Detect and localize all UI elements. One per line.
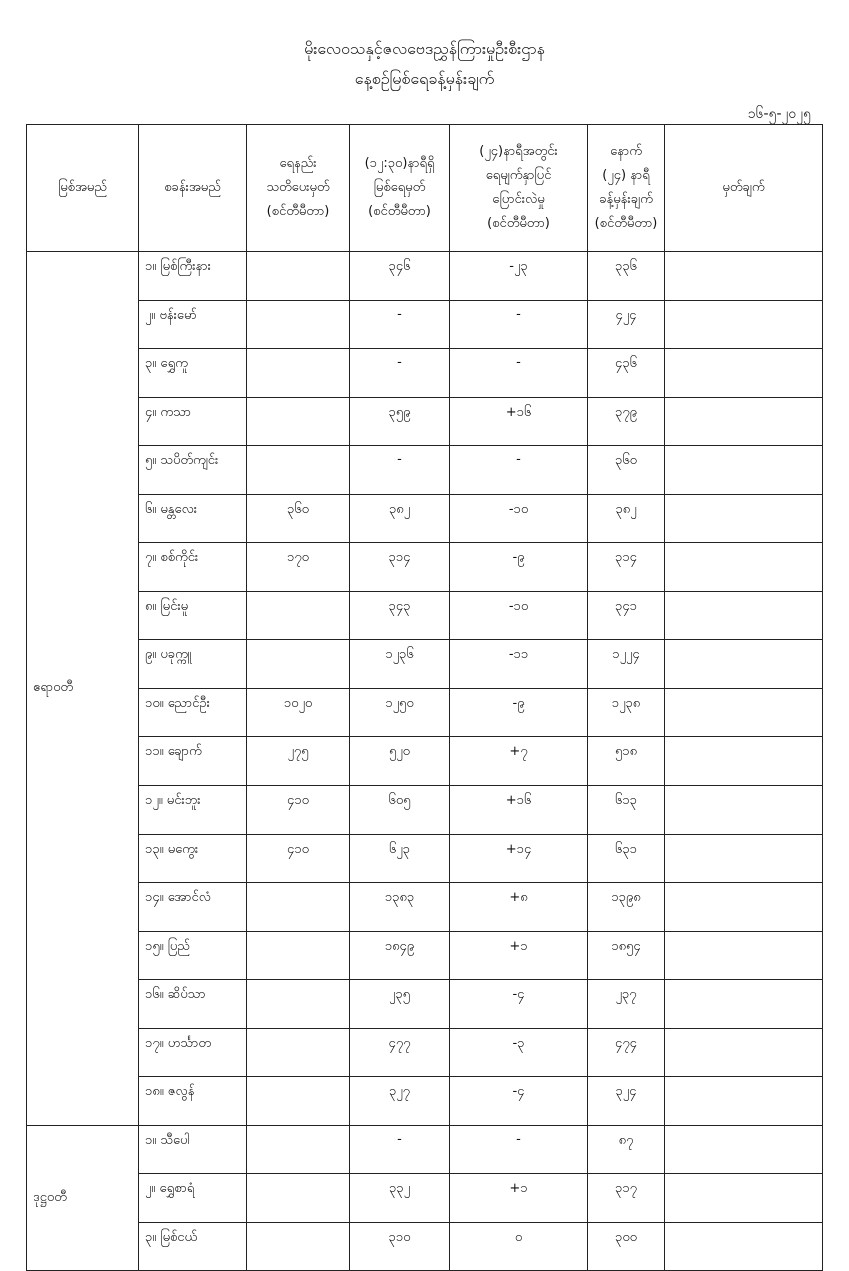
low-alert-cell [247, 397, 350, 446]
remark-cell [665, 543, 823, 592]
low-alert-cell [247, 446, 350, 495]
remark-cell [665, 591, 823, 640]
table-row [27, 591, 823, 640]
remark-cell [665, 1077, 823, 1126]
table-row [27, 931, 823, 980]
table-row [27, 300, 823, 349]
level-change-cell: - [450, 349, 588, 398]
remark-cell [665, 446, 823, 495]
water-level-cell: ၅၂၀ [350, 737, 450, 786]
low-alert-cell [247, 1077, 350, 1126]
station-name-cell: ၁၃။ မကွေး [139, 834, 247, 883]
col-low-alert-header: ရေနည်း သတိပေးမှတ် (စင်တီမီတာ) [247, 125, 350, 252]
remark-cell [665, 883, 823, 932]
page-subtitle: နေ့စဉ်မြစ်ရေခန့်မှန်းချက် [354, 69, 495, 88]
remark-cell [665, 834, 823, 883]
page-title: မိုးလေဝသနှင့်ဇလဗေဒညွှန်ကြားမှုဦးစီးဌာန [304, 39, 545, 58]
table-row [27, 980, 823, 1029]
col-24h-forecast-header: နောက် (၂၄) နာရီ ခန့်မှန်းချက် (စင်တီမီတာ) [588, 125, 665, 252]
remark-cell [665, 931, 823, 980]
low-alert-cell [247, 300, 350, 349]
level-change-cell: -၁၀ [450, 591, 588, 640]
station-name-cell: ၁၀။ ညောင်ဦး [139, 688, 247, 737]
low-alert-cell [247, 931, 350, 980]
water-level-cell: ၃၅၉ [350, 397, 450, 446]
water-level-cell: ၁၃၈၃ [350, 883, 450, 932]
station-name-cell: ၂။ ဗန်းမော် [139, 300, 247, 349]
station-name-cell: ၁၇။ ဟင်္သာတ [139, 1028, 247, 1077]
river-name-cell: ဒုဋ္ဌဝတီ [27, 1125, 139, 1271]
water-level-cell: ၃၃၂ [350, 1174, 450, 1223]
water-level-cell: ၃၄၃ [350, 591, 450, 640]
level-change-cell: +၁ [450, 931, 588, 980]
water-level-cell: ၆၂၃ [350, 834, 450, 883]
level-change-cell: +၇ [450, 737, 588, 786]
forecast-cell: ၅၁၈ [588, 737, 665, 786]
remark-cell [665, 688, 823, 737]
forecast-cell: ၂၃၇ [588, 980, 665, 1029]
station-name-cell: ၁။ မြစ်ကြီးနား [139, 252, 247, 301]
low-alert-cell [247, 252, 350, 301]
remark-cell [665, 640, 823, 689]
level-change-cell: - [450, 300, 588, 349]
water-level-cell: ၃၁၄ [350, 543, 450, 592]
station-name-cell: ၁၁။ ချောက် [139, 737, 247, 786]
col-river-name-header: မြစ်အမည် [27, 125, 139, 252]
low-alert-cell: ၁၇၀ [247, 543, 350, 592]
table-body [27, 252, 823, 1271]
water-level-cell: ၁၈၄၉ [350, 931, 450, 980]
remark-cell [665, 397, 823, 446]
forecast-cell: ၃၃၆ [588, 252, 665, 301]
low-alert-cell [247, 980, 350, 1029]
remark-cell [665, 737, 823, 786]
table-row [27, 446, 823, 495]
report-date: ၁၆-၅-၂၀၂၅ [747, 106, 811, 122]
low-alert-cell [247, 883, 350, 932]
forecast-cell: ၁၃၉၈ [588, 883, 665, 932]
level-change-cell: -၁၀ [450, 494, 588, 543]
table-row [27, 1077, 823, 1126]
table-row [27, 1222, 823, 1271]
low-alert-cell: ၄၁၀ [247, 834, 350, 883]
station-name-cell: ၉။ ပခုက္ကူ [139, 640, 247, 689]
low-alert-cell [247, 1222, 350, 1271]
level-change-cell: +၁၄ [450, 834, 588, 883]
level-change-cell: - [450, 1125, 588, 1174]
forecast-cell: ၄၃၆ [588, 349, 665, 398]
low-alert-cell [247, 1125, 350, 1174]
remark-cell [665, 349, 823, 398]
low-alert-cell [247, 1174, 350, 1223]
water-level-cell: ၁၂၅၀ [350, 688, 450, 737]
table-row [27, 640, 823, 689]
forecast-cell: ၃၁၇ [588, 1174, 665, 1223]
forecast-cell: ၄၂၄ [588, 300, 665, 349]
table-row [27, 494, 823, 543]
table-row [27, 1174, 823, 1223]
forecast-cell: ၈၇ [588, 1125, 665, 1174]
table-row [27, 252, 823, 301]
remark-cell [665, 252, 823, 301]
table-row [27, 737, 823, 786]
water-level-cell: ၄၇၇ [350, 1028, 450, 1077]
station-name-cell: ၁၆။ ဆိပ်သာ [139, 980, 247, 1029]
station-name-cell: ၂။ ရွှေစာရံ [139, 1174, 247, 1223]
level-change-cell: +၁၆ [450, 786, 588, 835]
level-change-cell: -၄ [450, 1077, 588, 1126]
forecast-cell: ၃၂၄ [588, 1077, 665, 1126]
level-change-cell: -၄ [450, 980, 588, 1029]
water-level-cell: ၃၁၀ [350, 1222, 450, 1271]
remark-cell [665, 786, 823, 835]
water-level-cell: - [350, 349, 450, 398]
station-name-cell: ၃။ ရွှေကူ [139, 349, 247, 398]
level-change-cell: ၀ [450, 1222, 588, 1271]
low-alert-cell [247, 1028, 350, 1077]
table-row [27, 786, 823, 835]
remark-cell [665, 300, 823, 349]
table-row [27, 1028, 823, 1077]
forecast-cell: ၃၄၁ [588, 591, 665, 640]
forecast-cell: ၃၁၄ [588, 543, 665, 592]
table-row [27, 1125, 823, 1174]
level-change-cell: +၁ [450, 1174, 588, 1223]
table-row [27, 883, 823, 932]
forecast-cell: ၆၃၁ [588, 834, 665, 883]
level-change-cell: - [450, 446, 588, 495]
water-level-cell: - [350, 300, 450, 349]
low-alert-cell: ၄၁၀ [247, 786, 350, 835]
table-row [27, 349, 823, 398]
forecast-cell: ၁၈၅၄ [588, 931, 665, 980]
remark-cell [665, 1222, 823, 1271]
station-name-cell: ၁၅။ ပြည် [139, 931, 247, 980]
level-change-cell: -၉ [450, 543, 588, 592]
river-name-cell: ဧရာဝတီ [27, 252, 139, 1126]
table-header-row [27, 125, 823, 252]
forecast-cell: ၃၈၂ [588, 494, 665, 543]
level-change-cell: -၁၁ [450, 640, 588, 689]
level-change-cell: -၃ [450, 1028, 588, 1077]
table-row [27, 543, 823, 592]
forecast-cell: ၁၂၂၄ [588, 640, 665, 689]
station-name-cell: ၃။ မြစ်ငယ် [139, 1222, 247, 1271]
low-alert-cell: ၃၆၀ [247, 494, 350, 543]
station-name-cell: ၅။ သပိတ်ကျင်း [139, 446, 247, 495]
water-level-cell: ၃၂၇ [350, 1077, 450, 1126]
water-level-cell: ၃၈၂ [350, 494, 450, 543]
table-row [27, 397, 823, 446]
water-level-cell: ၃၄၆ [350, 252, 450, 301]
col-24h-change-header: (၂၄)နာရီအတွင်း ရေမျက်နှာပြင် ပြောင်းလဲမှု (စင်တီမီတာ) [450, 125, 588, 252]
low-alert-cell [247, 591, 350, 640]
low-alert-cell [247, 349, 350, 398]
station-name-cell: ၁၄။ အောင်လံ [139, 883, 247, 932]
station-name-cell: ၁၈။ ဇလွန် [139, 1077, 247, 1126]
forecast-cell: ၃၆၀ [588, 446, 665, 495]
forecast-cell: ၄၇၄ [588, 1028, 665, 1077]
remark-cell [665, 980, 823, 1029]
level-change-cell: +၈ [450, 883, 588, 932]
forecast-cell: ၆၁၃ [588, 786, 665, 835]
river-forecast-table [26, 124, 823, 1271]
table-row [27, 834, 823, 883]
low-alert-cell: ၂၇၅ [247, 737, 350, 786]
level-change-cell: -၉ [450, 688, 588, 737]
level-change-cell: +၁၆ [450, 397, 588, 446]
col-water-level-header: (၁၂:၃၀)နာရီရှိ မြစ်ရေမှတ် (စင်တီမီတာ) [350, 125, 450, 252]
remark-cell [665, 1174, 823, 1223]
low-alert-cell [247, 640, 350, 689]
table-row [27, 688, 823, 737]
station-name-cell: ၈။ မြင်းမူ [139, 591, 247, 640]
low-alert-cell: ၁၀၂၀ [247, 688, 350, 737]
station-name-cell: ၁၂။ မင်းဘူး [139, 786, 247, 835]
station-name-cell: ၁။ သီပေါ [139, 1125, 247, 1174]
forecast-cell: ၃၀၀ [588, 1222, 665, 1271]
col-station-name-header: စခန်းအမည် [139, 125, 247, 252]
forecast-cell: ၁၂၃၈ [588, 688, 665, 737]
station-name-cell: ၄။ ကသာ [139, 397, 247, 446]
remark-cell [665, 494, 823, 543]
col-remarks-header: မှတ်ချက် [665, 125, 823, 252]
water-level-cell: ၂၃၅ [350, 980, 450, 1029]
water-level-cell: ၁၂၃၆ [350, 640, 450, 689]
water-level-cell: - [350, 446, 450, 495]
station-name-cell: ၆။ မန္တလေး [139, 494, 247, 543]
water-level-cell: ၆၀၅ [350, 786, 450, 835]
level-change-cell: -၂၃ [450, 252, 588, 301]
remark-cell [665, 1028, 823, 1077]
forecast-cell: ၃၇၉ [588, 397, 665, 446]
remark-cell [665, 1125, 823, 1174]
water-level-cell: - [350, 1125, 450, 1174]
station-name-cell: ၇။ စစ်ကိုင်း [139, 543, 247, 592]
